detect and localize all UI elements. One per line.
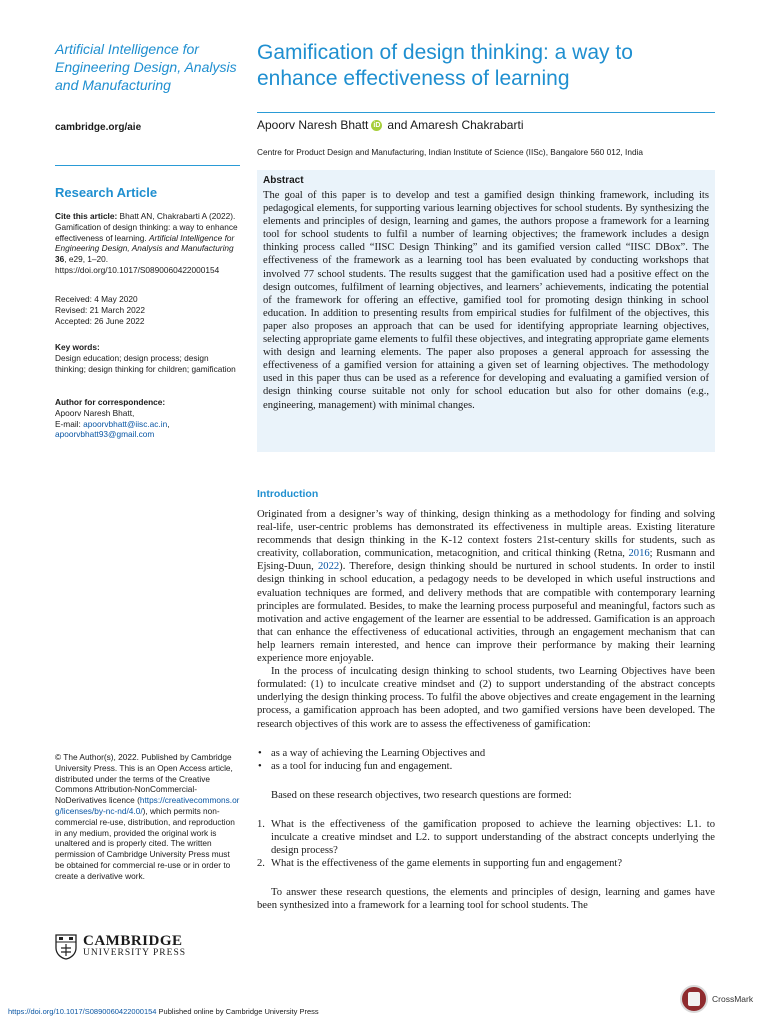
email-separator: ,: [167, 418, 170, 429]
list-number: 1.: [257, 818, 265, 830]
license-text-end: ), which permits non-commercial re-use, distribution, and reproduction in any medium, provided the original work is unaltered and is properly cited. The written permission of Cambridge University Press must be obtained for commercial re-use or in order to create a derivative work.: [55, 805, 235, 881]
date-accepted: Accepted: 26 June 2022: [55, 315, 145, 326]
cite-journal: Artificial Intelligence for Engineering Design, Analysis and Manufacturing: [55, 232, 235, 254]
journal-title-line: and Manufacturing: [55, 77, 171, 93]
correspondence-label: Author for correspondence:: [55, 397, 166, 407]
email-link-2[interactable]: apoorvbhatt93@gmail.com: [55, 429, 155, 440]
research-questions-list: [257, 818, 715, 870]
abstract-box: [257, 170, 715, 452]
cambridge-university-press-logo[interactable]: [55, 932, 205, 962]
cite-volume: 36: [55, 254, 65, 265]
orcid-icon[interactable]: iD: [373, 121, 381, 129]
author-2[interactable]: and Amaresh Chakrabarti: [387, 118, 524, 132]
abstract-text: The goal of this paper is to develop and test a gamified design thinking framework, including its pedagogical elements, for supporting various learning objectives for school students. By synthesizing the elements and principles of design, learning and games, the authors propose a framework for a learning tool for school students to fulfil a number of learning objectives; the framework includes a design thinking process called “IISC Design Thinking” and its gamified version called “IISC DBox”. The effectiveness of the framework as a learning tool has been evaluated by conducting workshops that involved 77 school students. The results suggest that the gamification used had a positive effect on the design outcomes, fulfilment of learning objectives, and learners’ achievements, indicating the potential of the framework for offering an effective, gamified tool for promoting design thinking in school education. In addition to presenting results from empirical studies for fulfilment of the objectives, this paper also proposes an approach that can be used for identifying appropriate learning objectives, selecting appropriate game elements to fulfil these objectives, and integrating appropriate game elements with design and learning elements. The paper also proposes a general approach for assessing the effectiveness of a gamified version for attaining a given set of learning objectives. The methodology used in this paper thus can be used as a reference for developing and evaluating a gamified version of design thinking course suitable not only for school education but also for other domains (e.g., engineering, management) with minimal changes.: [263, 190, 709, 411]
list-number: 2.: [257, 858, 265, 870]
intro-paragraph-1: [257, 508, 715, 665]
email-link-1[interactable]: apoorvbhatt@iisc.ac.in: [83, 418, 168, 429]
journal-header: [55, 40, 240, 133]
objectives-list: [257, 747, 715, 773]
date-revised: Revised: 21 March 2022: [55, 304, 145, 315]
authors-line: [257, 118, 523, 132]
dates-block: [55, 294, 240, 326]
keywords-block: [55, 342, 240, 374]
page-footer: [8, 1007, 319, 1016]
keywords-label: Key words:: [55, 342, 100, 352]
license-block: [55, 752, 240, 882]
date-received: Received: 4 May 2020: [55, 294, 138, 304]
abstract-heading: Abstract: [263, 175, 304, 186]
journal-title-line: Artificial Intelligence for: [55, 41, 199, 57]
left-divider: [55, 165, 240, 166]
journal-title: [55, 40, 240, 94]
crossmark-icon: [680, 985, 708, 1013]
affiliation: Centre for Product Design and Manufacturing, Indian Institute of Science (IISc), Bangalore 560 012, India: [257, 147, 644, 157]
cite-text: Bhatt AN, Chakrabarti A (2022). Gamification of design thinking: a way to enhance effectiveness of learning.: [55, 211, 238, 243]
correspondence-name: Apoorv Naresh Bhatt,: [55, 407, 135, 418]
list-item: • as a tool for inducing fun and engagement.: [257, 760, 715, 773]
citation-link[interactable]: 2016: [628, 548, 650, 560]
list-item: [257, 857, 715, 870]
list-item: [257, 818, 715, 857]
introduction-body: [257, 508, 715, 912]
crossmark-button[interactable]: [680, 985, 753, 1013]
article-type: Research Article: [55, 185, 158, 200]
journal-title-line: Engineering Design, Analysis: [55, 59, 237, 75]
list-item: • as a way of achieving the Learning Objectives and: [257, 747, 715, 760]
introduction-heading: Introduction: [257, 488, 319, 500]
title-divider: [257, 112, 715, 113]
paragraph-text: Originated from a designer’s way of thinking, design thinking as a methodology for finding and solving real-life, user-centric problems has demonstrated its effectiveness in multiple areas. Existing literature recommends that design thinking in the K-12 context fosters 21st-century skills for students, such as creativity, collaboration, communication, metacognition, and critical thinking (Retna,: [257, 509, 715, 560]
keywords-text: Design education; design process; design thinking; design thinking for children; gamification: [55, 352, 236, 374]
citation-link[interactable]: 2022: [317, 561, 340, 573]
doi-link[interactable]: https://doi.org/10.1017/S0890060422000154: [8, 1007, 157, 1016]
license-text: © The Author(s), 2022. Published by Cambridge University Press. This is an Open Access article, distributed under the terms of the Creative Commons Attribution-NonCommercial-NoDerivatives licence (: [55, 752, 233, 806]
author-1[interactable]: Apoorv Naresh Bhatt: [257, 118, 369, 132]
logo-line-2: UNIVERSITY PRESS: [83, 948, 187, 958]
question-text: What is the effectiveness of the game elements in supporting fun and engagement?: [271, 858, 623, 870]
question-text: What is the effectiveness of the gamification proposed to achieve the learning objectives: L1. to inculcate a creative mindset and L2. to support understanding of the abstract concepts underlying the design process?: [271, 818, 715, 857]
correspondence-block: [55, 397, 240, 440]
intro-paragraph-4: To answer these research questions, the elements and principles of design, learning and games have been synthesized into a framework for a learning tool for school students. The: [257, 887, 715, 912]
published-note: Published online by Cambridge University Press: [156, 1007, 319, 1016]
intro-paragraph-3: Based on these research objectives, two research questions are formed:: [271, 789, 572, 801]
paragraph-text: ). Therefore, design thinking should be nurtured in school students. In order to instil design thinking in school education, a pedagogy needs to be developed in which useful instructions and evaluation techniques are formed, and delivery methods that are compatible with contemporary learning principles are formulated. Besides, to make the learning process purposeful and meaningful, factors such as motivation and active engagement of the learner are essential to be addressed. Gamification is an approach that can enhance the effectiveness of educational activities, through an engagement mechanism that can help learners remain interested, and hence can improve their performance by making their learning experience more enjoyable.: [257, 561, 715, 665]
email-prefix: E-mail:: [55, 418, 84, 429]
logo-line-1: CAMBRIDGE: [83, 933, 183, 949]
paragraph-text: ; Rusmann and Ejsing-Duun,: [257, 548, 715, 573]
crossmark-label: CrossMark: [712, 994, 754, 1004]
intro-paragraph-2: In the process of inculcating design thinking to school students, two Learning Objectives have been formulated: (1) to inculcate creative mindset and (2) to support understanding of the abstract concepts underlying the design thinking process. To fulfil the above objectives and create engagement in the learning process, a gamification approach has been adopted, and two gamified versions have been developed. The research objectives of this work are to assess the effectiveness of gamification:: [257, 666, 715, 730]
article-title: Gamification of design thinking: a way to enhance effectiveness of learning: [257, 41, 633, 90]
cite-label: Cite this article:: [55, 211, 118, 221]
citation-block: [55, 211, 240, 276]
license-link[interactable]: https://creativecommons.org/licenses/by-nc-nd/4.0/: [55, 795, 240, 816]
journal-site-link[interactable]: cambridge.org/aie: [55, 122, 142, 133]
cite-text-end: , e29, 1–20. https://doi.org/10.1017/S0890060422000154: [55, 254, 220, 275]
crest-icon: [55, 934, 77, 960]
